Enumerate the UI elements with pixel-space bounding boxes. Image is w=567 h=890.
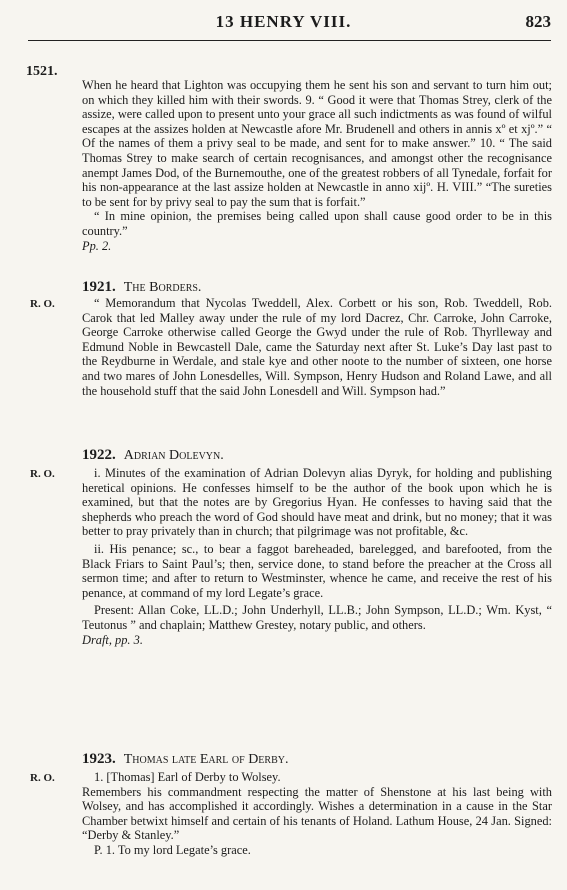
entry-paragraph: Present: Allan Coke, LL.D.; John Underhyll, LL.B.; John Sympson, LL.D.; Wm. Kyst, “ Teutonus ” and chaplain; Matthew Grestey, notary public, and others. bbox=[82, 603, 552, 632]
entry-paragraph: “ Memorandum that Nycolas Tweddell, Alex. Corbett or his son, Rob. Tweddell, Rob. Carok that led Malley away under the rule of my lord Dacrez, Chr. Carroke, John Carroke, George Carroke otherwise called George the Gwyd under the rule of Rob. Thyrlleway and Edmund Noble in Bewcastell Dale, came the Saturday next after St. Luke’s Day last past to the Reydburne in Werdale, and stale kye and other noote to the number of sixteen, one horse and two mares of John Lonesdelles, Will. Sympson, Henry Hudson and Roland Lawe, and all the household stuff that the said John Lonesdell and Will. Sympson had.” bbox=[82, 296, 552, 398]
entry-paragraph: P. 1. To my lord Legate’s grace. bbox=[94, 842, 251, 857]
entry-title: The Borders. bbox=[123, 280, 202, 295]
page-number: 823 bbox=[525, 12, 551, 31]
continuation-paragraph: “ In mine opinion, the premises being called upon shall cause good order to be in this country.” bbox=[82, 209, 552, 238]
page-reference: Pp. 2. bbox=[82, 238, 112, 253]
margin-source: R. O. bbox=[30, 772, 55, 784]
margin-source: R. O. bbox=[30, 468, 55, 480]
entry-paragraph: 1. [Thomas] Earl of Derby to Wolsey. bbox=[94, 770, 281, 784]
entry-body bbox=[82, 770, 552, 858]
continuation-text bbox=[82, 78, 552, 253]
margin-year: 1521. bbox=[26, 64, 58, 79]
entry-heading bbox=[82, 280, 552, 296]
entry-body bbox=[82, 296, 552, 398]
entry-title: Adrian Dolevyn. bbox=[123, 448, 224, 463]
entry-number: 1922. bbox=[82, 447, 116, 463]
margin-source: R. O. bbox=[30, 298, 55, 310]
entry-number: 1921. bbox=[82, 279, 116, 295]
page-header bbox=[0, 10, 567, 36]
running-head: 13 HENRY VIII. bbox=[215, 12, 352, 31]
entry-heading bbox=[82, 752, 552, 768]
entry-title: Thomas late Earl of Derby. bbox=[123, 752, 289, 767]
entry-number: 1923. bbox=[82, 751, 116, 767]
entry-heading bbox=[82, 448, 552, 464]
entry-body bbox=[82, 466, 552, 647]
entry-paragraph: Remembers his commandment respecting the matter of Shenstone at his last being with Wolsey, and has accomplished it accordingly. Wishes a determination in a cause in the Star Chamber betwixt himself and certain of his tenants of Holand. Lathum House, 24 Jan. Signed: “Derby & Stanley.” bbox=[82, 784, 552, 843]
entry-paragraph: i. Minutes of the examination of Adrian Dolevyn alias Dyryk, for holding and publishing heretical opinions. He confesses himself to be the author of the book upon which he is examined, but that the notes are by Gregorius Hyan. He confesses to having said that the shepherds who preach the word of God should have meat and drink, but no money; that it was better to pray privately than in church; that pilgrimage was not profitable, &c. bbox=[82, 466, 552, 539]
entry-paragraph: ii. His penance; sc., to bear a faggot bareheaded, barelegged, and barefooted, from the Black Friars to Saint Paul’s; then, service done, to stand before the preacher at the Cross all sermon time; and after to return to Westminster, whence he came, and receive the rest of his penance, at command of my lord Legate’s grace. bbox=[82, 541, 552, 600]
header-rule bbox=[28, 40, 551, 41]
continuation-paragraph: When he heard that Lighton was occupying them he sent his son and servant to turn him out; on which they killed him with their swords. 9. “ Good it were that Thomas Strey, clerk of the assize, were called upon to present unto your grace all such indictments as was found of wilful escapes at the assizes holden at Newcastle afore Mr. Brudenell and others in annis xº et xjº.” “ Of the names of them a privy seal to be made, and sent for to make answer.” 10. “ The said Thomas Strey to make search of certain recognisances, and amongst other the recognisance anempt James Dod, of the Burnemouthe, one of the greatest robbers of all Tynedale, forfait for his non-appearance at the last assize holden at Newcastle in anno xijº. H. VIII.” “The sureties to be sent for by privy seal to pay the sum that is forfait.” bbox=[82, 78, 552, 209]
page-reference: Draft, pp. 3. bbox=[82, 632, 143, 647]
